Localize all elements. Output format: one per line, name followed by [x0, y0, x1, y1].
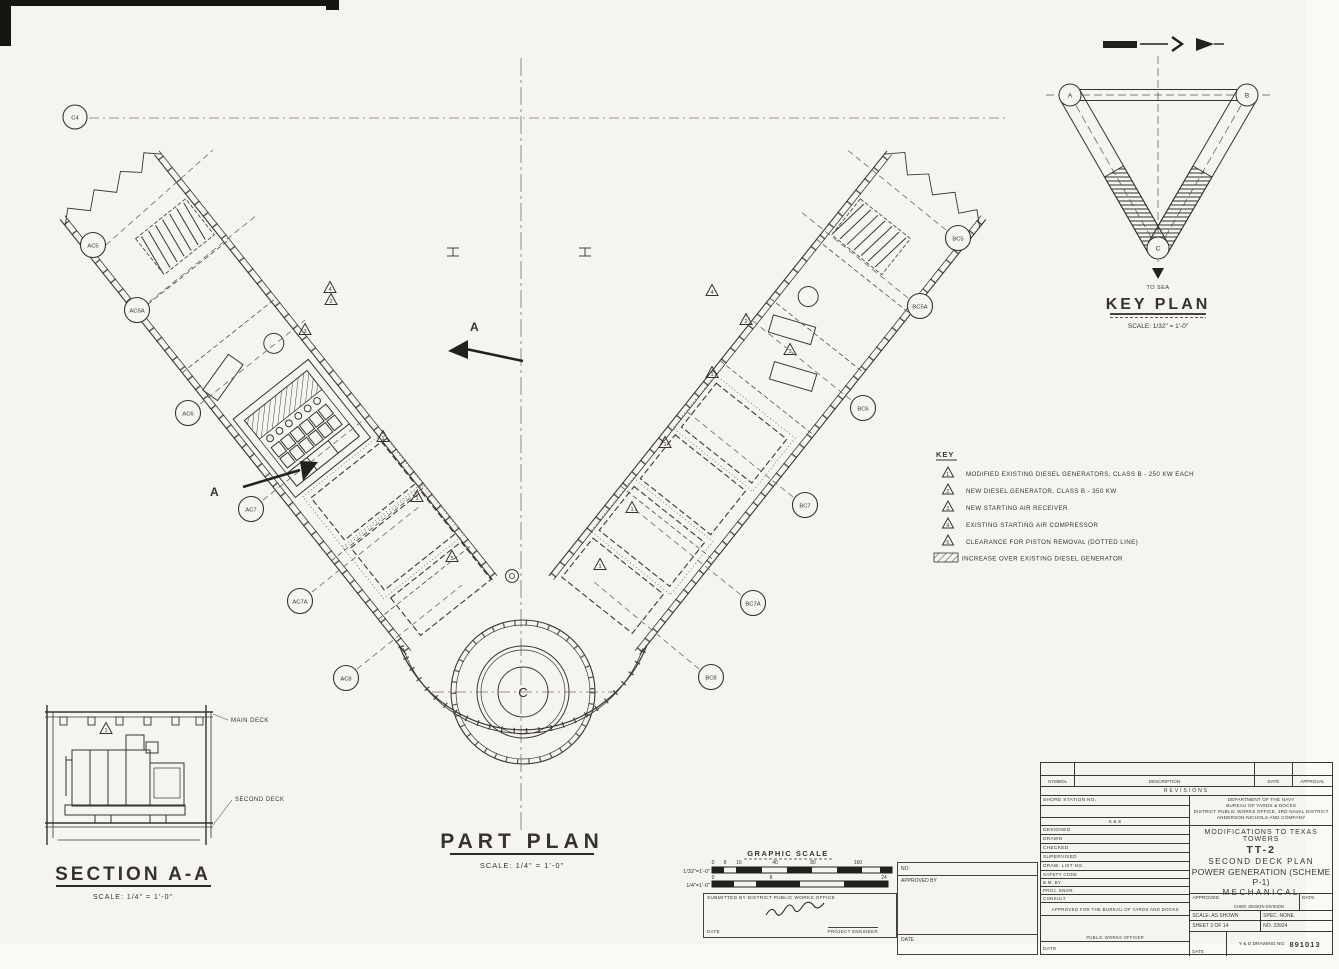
key-item-num: 3 — [946, 505, 950, 512]
main-deck-label: MAIN DECK — [231, 718, 269, 724]
section-aa — [45, 705, 213, 845]
bulkhead-label: BC5A — [912, 304, 928, 311]
bulkhead-label: AC8 — [340, 676, 352, 683]
officer-caption: PUBLIC WORKS OFFICER — [1041, 916, 1189, 942]
part-plan-title-text: PART PLAN — [440, 830, 604, 853]
title-block-left-column — [1041, 796, 1190, 956]
project-line2: TT-2 — [1246, 844, 1276, 856]
part-plan-title — [440, 830, 604, 870]
marker: 2 — [329, 299, 333, 306]
no-label: NO. — [898, 863, 1037, 876]
drawlist-label: DRAW. LIST NO. — [1041, 862, 1189, 871]
chief-caption: CHIEF, DESIGN DIVISION — [1233, 904, 1285, 909]
marker: 3 — [788, 349, 792, 356]
key-item-text: MODIFIED EXISTING DIESEL GENERATORS, CLASS B - 250 KW EACH — [966, 471, 1195, 478]
approved-by-label: APPROVED BY — [901, 878, 937, 884]
signature-block — [703, 893, 897, 938]
bulkhead-label: BC7 — [799, 503, 811, 510]
graphic-scale — [683, 849, 892, 889]
key-item-num: 4 — [946, 522, 950, 529]
key-item-text: EXISTING STARTING AIR COMPRESSOR — [966, 522, 1099, 529]
scale-row-label: 1/4"=1'-0" — [686, 883, 710, 889]
to-sea-arrow — [1152, 268, 1164, 279]
project-line3: SECOND DECK PLAN — [1208, 857, 1315, 866]
key-item-text: NEW DIESEL GENERATOR, CLASS B - 350 KW — [966, 488, 1117, 495]
project-line4: POWER GENERATION (SCHEME P-1) — [1191, 867, 1331, 887]
air-receiver — [768, 315, 815, 345]
scale-tick: 16 — [736, 860, 742, 866]
drawn-label: DRAWN — [1041, 835, 1189, 844]
bm-by-label: B.M. BY — [1041, 879, 1189, 887]
agency-line: DEPARTMENT OF THE NAVY — [1227, 797, 1295, 802]
bulkhead-labels — [63, 105, 971, 691]
rev-date-header: DATE — [1255, 776, 1293, 786]
scale-tick: 24 — [881, 875, 887, 881]
drawing-no-value: 891013 — [1289, 939, 1321, 949]
supervised-label: SUPERVISED — [1041, 853, 1189, 862]
spec-text: SPEC. NONE — [1261, 911, 1332, 921]
sheet-text: SHEET 3 OF 14 — [1190, 921, 1261, 931]
rev-desc-header: DESCRIPTION — [1075, 776, 1255, 786]
new-generator-box — [769, 362, 816, 392]
stair — [832, 199, 911, 275]
bulkhead-label: BC8 — [705, 675, 717, 682]
scale-tick: 0 — [711, 875, 715, 881]
agency-line: BUREAU OF YARDS & DOCKS — [1226, 802, 1297, 808]
revision-header-row — [1041, 776, 1332, 787]
stair — [136, 199, 215, 275]
station-no-label: SHORE STATION NO. — [1041, 796, 1189, 806]
marker: 2 — [744, 319, 748, 326]
key-item-num: 2 — [946, 488, 950, 495]
date-label: DATE — [1043, 946, 1057, 952]
bulkhead-label: BC6 — [857, 406, 869, 413]
revision-empty-row — [1041, 763, 1332, 776]
ibeam-symbols — [447, 248, 591, 256]
grid-centerlines — [89, 58, 1008, 830]
key-title: KEY — [936, 450, 955, 459]
scale-tick: 8 — [769, 875, 773, 881]
key-plan-title: KEY PLAN — [1105, 296, 1211, 313]
key-legend — [934, 450, 1194, 563]
marker: 1 — [104, 728, 108, 735]
bulkhead-label: AC5 — [87, 243, 99, 250]
agency-line: ANDERSON-NICHOLS AND COMPANY — [1216, 814, 1306, 820]
rev-symbol-header: SYMBOL — [1041, 776, 1075, 786]
second-deck-label: SECOND DECK — [235, 797, 285, 803]
agency-block — [1190, 796, 1332, 826]
part-plan-scale: SCALE: 1/4" = 1'-0" — [479, 861, 565, 870]
marker: 1 — [710, 372, 714, 379]
bulkhead-label: BC7A — [745, 601, 761, 608]
scale-tick: 80 — [810, 860, 816, 866]
bulkhead-label: AC6 — [182, 411, 194, 418]
marker: 4 — [328, 287, 332, 294]
modified-generators-left — [303, 433, 496, 639]
left-wing — [58, 142, 501, 655]
project-engineer-caption: PROJECT ENGINEER — [827, 929, 878, 934]
key-item-num: 5 — [946, 539, 950, 546]
marker: 1 — [630, 507, 634, 514]
project-title-block — [1190, 826, 1332, 897]
date-label: DATE — [1299, 894, 1332, 910]
section-cut-arrows — [210, 320, 523, 499]
no-text: NO. 33924 — [1263, 923, 1288, 929]
date-label: DATE — [707, 929, 720, 934]
title-block — [1040, 762, 1333, 955]
rev-approval-header: APPROVAL — [1300, 778, 1325, 784]
scale-tick: 160 — [853, 860, 863, 866]
approval-box — [897, 862, 1038, 955]
key-plan-scale: SCALE: 1/32" = 1'-0" — [1127, 323, 1189, 330]
new-diesel-generator-detail — [233, 359, 370, 497]
marker: 1 — [415, 496, 419, 503]
key-item-text: NEW STARTING AIR RECEIVER — [966, 505, 1068, 512]
keyplan-corner-a: A — [1067, 92, 1073, 100]
north-arrow — [1103, 37, 1224, 51]
bulkhead-label: AC5A — [129, 308, 145, 315]
graphic-scale-title: GRAPHIC SCALE — [747, 849, 829, 858]
drawing-no-row — [1190, 932, 1332, 956]
caisson — [399, 570, 647, 765]
section-aa-title-text: SECTION A-A — [55, 864, 211, 885]
key-item-text: CLEARANCE FOR PISTON REMOVAL (DOTTED LINE) — [966, 539, 1139, 546]
section-letter: A — [470, 320, 479, 334]
scale-row-label: 1/32"=1'-0" — [683, 869, 710, 875]
marker: 3 — [303, 329, 307, 336]
bulkhead-label: C4 — [71, 115, 79, 122]
bulkhead-label: AC7 — [245, 507, 257, 514]
marker: 1 — [381, 436, 385, 443]
title-block-right-column — [1190, 796, 1332, 956]
bulkhead-label: BC5 — [952, 236, 964, 243]
consult-label: CONSULT. — [1041, 895, 1189, 903]
safety-code-label: SAFETY CODE — [1041, 871, 1189, 879]
section-letter: A — [210, 485, 219, 499]
sande-label: S & E — [1041, 818, 1189, 826]
scale-sheet-grid — [1190, 911, 1332, 932]
approved-label: APPROVED — [1192, 896, 1219, 901]
key-plan — [1046, 37, 1270, 330]
checked-label: CHECKED — [1041, 844, 1189, 853]
key-item-num: 1 — [946, 471, 950, 478]
scale-tick: 8 — [723, 860, 727, 866]
proj-engr-label: PROJ. ENGR. — [1041, 887, 1189, 895]
air-receiver — [203, 354, 243, 400]
bulkhead-leaders — [106, 148, 946, 669]
hatch-swatch — [934, 553, 958, 562]
agency-line: DISTRICT PUBLIC WORKS OFFICE, 3RD NAVAL DISTRICT — [1193, 808, 1329, 814]
project-line1: MODIFICATIONS TO TEXAS TOWERS — [1204, 829, 1318, 843]
caisson-label: C — [518, 685, 528, 700]
scale-tick: 0 — [711, 860, 715, 866]
date-label: DATE — [1190, 932, 1227, 956]
submitted-by-label: SUBMITTED BY DISTRICT PUBLIC WORKS OFFICE — [707, 896, 836, 901]
section-aa-scale: SCALE: 1/4" = 1'-0" — [93, 894, 173, 901]
scale-tick: 40 — [772, 860, 778, 866]
project-line5: MECHANICAL — [1222, 888, 1300, 897]
plan-markers — [299, 282, 796, 571]
drawing-no-label: Y & D DRAWING NO. — [1238, 941, 1286, 947]
scale-text: SCALE: AS SHOWN — [1190, 911, 1261, 921]
keyplan-corner-b: B — [1244, 92, 1250, 100]
right-wing — [546, 143, 987, 654]
section-aa-title — [55, 864, 211, 901]
bulkhead-label: AC7A — [292, 599, 308, 606]
marker: 1 — [663, 442, 667, 449]
to-sea-label: TO SEA — [1146, 285, 1170, 291]
key-hatch-note: INCREASE OVER EXISTING DIESEL GENERATOR — [962, 555, 1123, 563]
air-compressor — [794, 283, 822, 311]
marker: 4 — [710, 290, 714, 297]
revisions-title: REVISIONS — [1041, 787, 1332, 796]
date-label: DATE — [898, 934, 1037, 959]
keyplan-corner-c: C — [1155, 245, 1161, 253]
approved-for-label: APPROVED FOR THE BUREAU OF YARDS AND DOCKS — [1041, 903, 1189, 916]
designed-label: DESIGNED — [1041, 826, 1189, 835]
marker: 5 — [450, 556, 454, 563]
marker: 1 — [598, 564, 602, 571]
